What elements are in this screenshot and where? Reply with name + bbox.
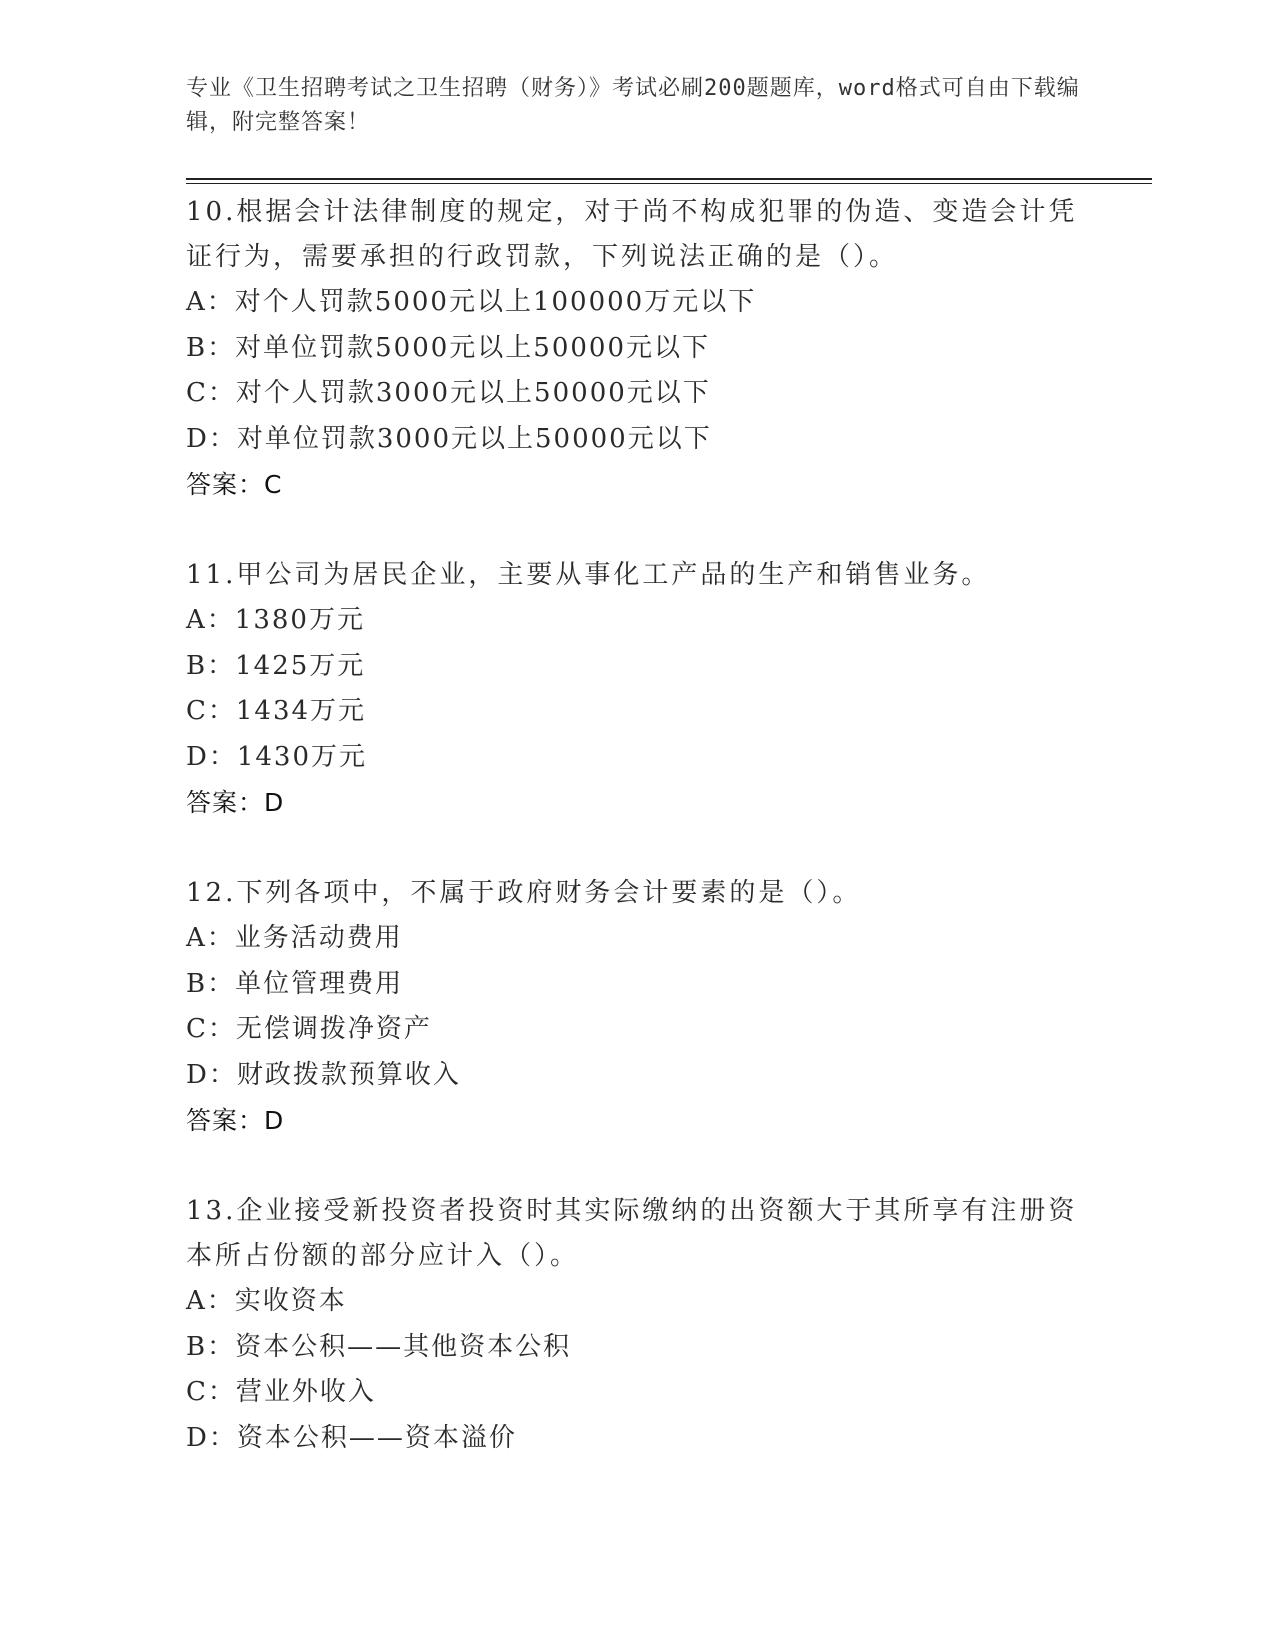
document-header: 专业《卫生招聘考试之卫生招聘（财务）》考试必刷200题题库，word格式可自由下载编辑，附完整答案！ xyxy=(186,76,1080,135)
option-c: C：无偿调拨净资产 xyxy=(186,1014,432,1044)
answer-line: 答案：D xyxy=(186,1106,285,1135)
option-c: C：营业外收入 xyxy=(186,1377,376,1407)
answer-line: 答案：D xyxy=(186,788,285,817)
option-b: B：资本公积——其他资本公积 xyxy=(186,1331,572,1362)
option-c: C：对个人罚款3000元以上50000元以下 xyxy=(186,378,711,408)
question-12 xyxy=(186,871,1086,1144)
question-stem: 11.甲公司为居民企业，主要从事化工产品的生产和销售业务。 xyxy=(186,560,991,590)
option-b: B：对单位罚款5000元以上50000元以下 xyxy=(186,332,710,363)
header-rule-thin xyxy=(186,183,1152,184)
option-b: B：单位管理费用 xyxy=(186,968,404,999)
question-13 xyxy=(186,1189,1086,1461)
option-d: D：资本公积——资本溢价 xyxy=(186,1422,517,1453)
option-c: C：1434万元 xyxy=(186,696,367,726)
question-11 xyxy=(186,553,1086,826)
option-b: B：1425万元 xyxy=(186,650,366,681)
question-10 xyxy=(186,190,1086,508)
question-stem: 10.根据会计法律制度的规定，对于尚不构成犯罪的伪造、变造会计凭证行为，需要承担的行政罚款，下列说法正确的是（）。 xyxy=(186,197,1078,272)
option-d: D：1430万元 xyxy=(186,741,368,772)
option-a: A：实收资本 xyxy=(186,1286,347,1316)
option-a: A：业务活动费用 xyxy=(186,923,403,953)
option-a: A：对个人罚款5000元以上100000万元以下 xyxy=(186,287,757,317)
option-d: D：对单位罚款3000元以上50000元以下 xyxy=(186,423,712,454)
option-a: A：1380万元 xyxy=(186,605,365,635)
question-stem: 13.企业接受新投资者投资时其实际缴纳的出资额大于其所享有注册资本所占份额的部分应计入（）。 xyxy=(186,1196,1078,1271)
question-stem: 12.下列各项中，不属于政府财务会计要素的是（）。 xyxy=(186,878,862,908)
question-list xyxy=(186,190,1086,1506)
header-rule-thick xyxy=(186,178,1152,180)
answer-line: 答案：C xyxy=(186,470,283,499)
option-d: D：财政拨款预算收入 xyxy=(186,1059,461,1090)
